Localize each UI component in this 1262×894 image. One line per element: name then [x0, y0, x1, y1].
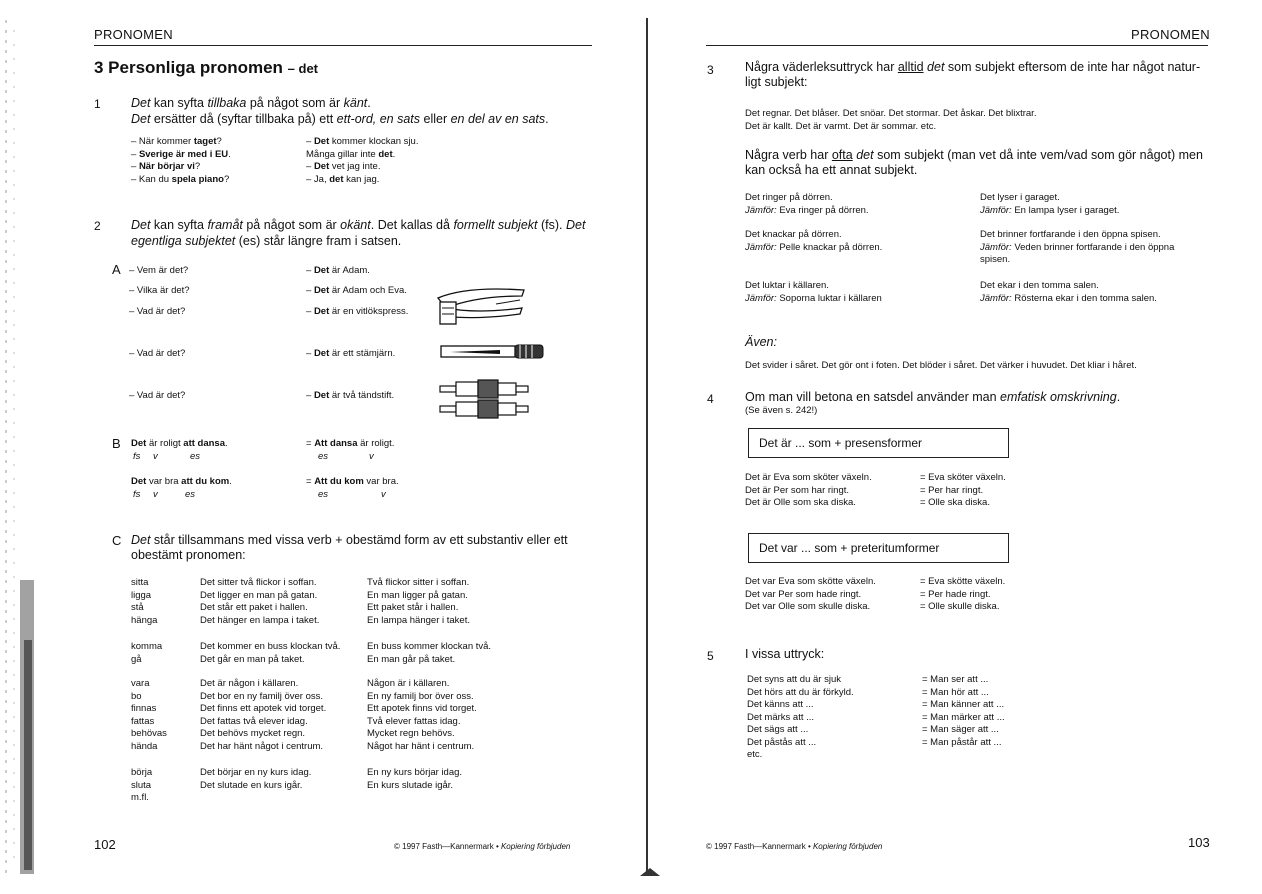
a-a5: – Det är två tändstift. [306, 390, 395, 401]
s5-left: Det syns att du är sjuk Det hörs att du är förkyld. Det känns att ... Det märks att ... Det sägs att ... Det påstås att ... etc. [747, 674, 854, 760]
header-right: PRONOMEN [1131, 27, 1210, 42]
b-row1-right: = Att dansa är roligt. [306, 438, 395, 449]
c-group1-b: Två flickor sitter i soffan. En man ligger på gatan. Ett paket står i hallen. En lampa hänger i taket. [367, 577, 470, 626]
pair1-left: Det ringer på dörren. Jämför: Eva ringer på dörren. [745, 192, 869, 216]
box-present: Det är ... som + presensformer [748, 428, 1009, 458]
pair3-right: Det ekar i den tomma salen. Jämför: Rösterna ekar i den tomma salen. [980, 280, 1157, 304]
item-number-2: 2 [94, 219, 101, 233]
page-number-left: 102 [94, 837, 116, 852]
label-b: B [112, 436, 121, 451]
copyright-left: © 1997 Fasth—Kannermark • Kopiering förbjuden [394, 842, 571, 851]
item-number-5: 5 [707, 649, 714, 663]
c-group1-a: Det sitter två flickor i soffan. Det ligger en man på gatan. Det står ett paket i hallen. Det hänger en lampa i taket. [200, 577, 320, 626]
s4-line1: Om man vill betona en satsdel använder man emfatisk omskrivning. [745, 390, 1121, 404]
scan-edge-artifact [0, 0, 40, 894]
aven-text: Det svider i såret. Det gör ont i foten. Det blöder i såret. Det värker i huvudet. Det kliar i håret. [745, 360, 1137, 371]
s1-questions: – När kommer taget? – Sverige är med i EU. – När börjar vi? – Kan du spela piano? [131, 136, 231, 185]
copyright-right: © 1997 Fasth—Kannermark • Kopiering förbjuden [706, 842, 883, 851]
s3-verb-line1: Några verb har ofta det som subjekt (man vet då inte vem/vad som gör något) men [745, 148, 1203, 162]
b-row1-mark-v: v [153, 451, 158, 462]
c-group4-verbs: börja sluta m.fl. [131, 767, 153, 803]
item-number-3: 3 [707, 63, 714, 77]
c-group1-verbs: sitta ligga stå hänga [131, 577, 158, 626]
b-row2-left: Det var bra att du kom. [131, 476, 232, 487]
b-row1-left: Det är roligt att dansa. [131, 438, 228, 449]
section-title: 3 Personliga pronomen – det [94, 58, 319, 77]
c-group4-b: En ny kurs börjar idag. En kurs slutade igår. [367, 767, 463, 791]
a-q4: – Vad är det? [129, 348, 186, 359]
b-row2-mark-fs: fs [133, 489, 141, 500]
box2-right: = Eva skötte växeln. = Per hade ringt. = Olle skulle diska. [920, 576, 1006, 612]
s3-line2: ligt subjekt: [745, 75, 808, 89]
b-row1-rmark-v: v [369, 451, 374, 462]
item-number-1: 1 [94, 97, 101, 111]
a-q2: – Vilka är det? [129, 285, 190, 296]
a-q3: – Vad är det? [129, 306, 186, 317]
b-row2-mark-es: es [185, 489, 196, 500]
a-q1: – Vem är det? [129, 265, 189, 276]
s2-line1: Det kan syfta framåt på något som är okänt. Det kallas då formellt subjekt (fs). Det [131, 218, 586, 232]
garlic-press-illustration [436, 286, 526, 328]
label-c: C [112, 533, 122, 548]
page-number-right: 103 [1188, 835, 1210, 850]
spark-plugs-illustration [438, 378, 532, 420]
c-group2-b: En buss kommer klockan två. En man går på taket. [367, 641, 492, 665]
pair2-right: Det brinner fortfarande i den öppna spisen. Jämför: Veden brinner fortfarande i den öppna spisen. [980, 229, 1175, 265]
s2-line2: egentliga subjektet (es) står längre fram i satsen. [131, 234, 402, 248]
s3-line1: Några väderleksuttryck har alltid det som subjekt eftersom de inte har något natur- [745, 60, 1201, 74]
s3-verb-line2: kan också ha ett annat subjekt. [745, 163, 918, 177]
label-a: A [112, 262, 121, 277]
weather-line1: Det regnar. Det blåser. Det snöar. Det stormar. Det åskar. Det blixtrar. [745, 108, 1037, 119]
box1-right: = Eva sköter växeln. = Per har ringt. = Olle ska diska. [920, 472, 1006, 508]
b-row2-rmark-es: es [318, 489, 329, 500]
b-row1-rmark-es: es [318, 451, 329, 462]
b-row1-mark-es: es [190, 451, 201, 462]
weather-line2: Det är kallt. Det är varmt. Det är sommar. etc. [745, 121, 937, 132]
a-a3: – Det är en vitlökspress. [306, 306, 409, 317]
header-rule-left [94, 45, 592, 46]
b-row2-right: = Att du kom var bra. [306, 476, 399, 487]
pair3-left: Det luktar i källaren. Jämför: Soporna luktar i källaren [745, 280, 882, 304]
box1-left: Det är Eva som sköter växeln. Det är Per som har ringt. Det är Olle som ska diska. [745, 472, 872, 508]
c-group3-a: Det är någon i källaren. Det bor en ny familj över oss. Det finns ett apotek vid torget. Det fattas två elever idag. Det behövs mycket regn. Det har hänt något i centrum. [200, 678, 327, 752]
a-q5: – Vad är det? [129, 390, 186, 401]
box2-left: Det var Eva som skötte växeln. Det var Per som hade ringt. Det var Olle som skulle diska. [745, 576, 876, 612]
s1-line2: Det ersätter då (syftar tillbaka på) ett ett-ord, en sats eller en del av en sats. [131, 112, 549, 126]
s4-see-also: (Se även s. 242!) [745, 405, 818, 416]
c-group2-verbs: komma gå [131, 641, 163, 665]
a-a4: – Det är ett stämjärn. [306, 348, 396, 359]
b-row1-mark-fs: fs [133, 451, 141, 462]
a-a1: – Det är Adam. [306, 265, 370, 276]
c-line2: obestämt pronomen: [131, 548, 246, 562]
pair2-left: Det knackar på dörren. Jämför: Pelle knackar på dörren. [745, 229, 883, 253]
c-group3-verbs: vara bo finnas fattas behövas hända [131, 678, 167, 752]
c-group2-a: Det kommer en buss klockan två. Det går en man på taket. [200, 641, 341, 665]
spine-foot [640, 868, 660, 876]
c-line1: Det står tillsammans med vissa verb + obestämd form av ett substantiv eller ett [131, 533, 568, 547]
c-group3-b: Någon är i källaren. En ny familj bor över oss. Ett apotek finns vid torget. Två elever fattas idag. Mycket regn behövs. Något har hänt i centrum. [367, 678, 477, 752]
header-rule-right [706, 45, 1208, 46]
a-a2: – Det är Adam och Eva. [306, 285, 407, 296]
aven-heading: Även: [745, 335, 777, 349]
s1-line1: Det kan syfta tillbaka på något som är känt. [131, 96, 371, 110]
box-preterite: Det var ... som + preteritumformer [748, 533, 1009, 563]
s5-right: = Man ser att ... = Man hör att ... = Man känner att ... = Man märker att ... = Man säger att ... = Man påstår att ... [922, 674, 1005, 748]
page-spine [646, 18, 648, 876]
b-row2-mark-v: v [153, 489, 158, 500]
chisel-illustration [440, 344, 544, 360]
header-left: PRONOMEN [94, 27, 173, 42]
c-group4-a: Det börjar en ny kurs idag. Det slutade en kurs igår. [200, 767, 312, 791]
b-row2-rmark-v: v [381, 489, 386, 500]
s5-title: I vissa uttryck: [745, 647, 825, 661]
s1-answers: – Det kommer klockan sju. Många gillar inte det. – Det vet jag inte. – Ja, det kan jag. [306, 136, 419, 185]
item-number-4: 4 [707, 392, 714, 406]
pair1-right: Det lyser i garaget. Jämför: En lampa lyser i garaget. [980, 192, 1120, 216]
